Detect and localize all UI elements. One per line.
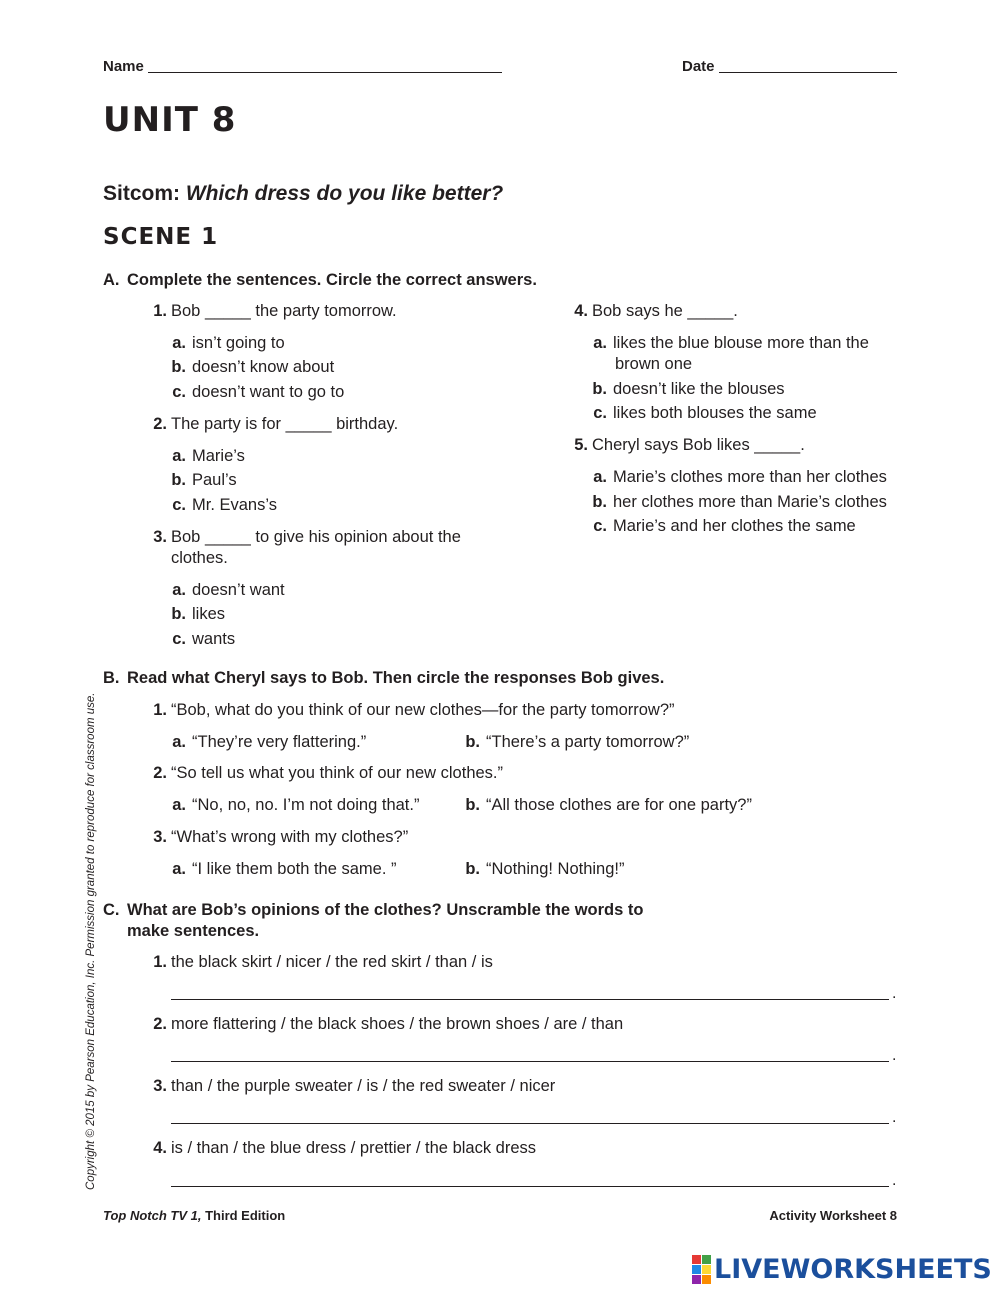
a-q4-option-a[interactable]: a. likes the blue blouse more than the xyxy=(593,334,869,352)
a-question-2: 2. The party is for _____ birthday. xyxy=(153,415,399,433)
sitcom-title: Which dress do you like better? xyxy=(185,182,504,205)
logo-blocks-icon xyxy=(692,1255,711,1284)
a-q5-option-a[interactable]: a. Marie’s clothes more than her clothes xyxy=(593,468,887,486)
footer-edition: Third Edition xyxy=(201,1208,286,1223)
b-question-3: 3. “What’s wrong with my clothes?” xyxy=(153,828,409,846)
a-q2-option-c[interactable]: c. Mr. Evans’s xyxy=(172,496,277,514)
c-item-1: 1. the black skirt / nicer / the red skirt / than / is xyxy=(153,953,493,971)
sitcom-label: Sitcom: xyxy=(103,182,181,205)
c-period-2: . xyxy=(892,1047,897,1064)
a-q4-option-a-line2: brown one xyxy=(615,355,693,373)
b-q1-option-a[interactable]: a. “They’re very flattering.” xyxy=(172,733,367,751)
name-line[interactable] xyxy=(148,72,502,73)
b-question-1: 1. “Bob, what do you think of our new clothes—for the party tomorrow?” xyxy=(153,701,675,719)
a-question-3: 3. Bob _____ to give his opinion about the xyxy=(153,528,461,546)
b-q1-option-b[interactable]: b. “There’s a party tomorrow?” xyxy=(465,733,690,751)
date-line[interactable] xyxy=(719,72,897,73)
section-c-instruction-line2: make sentences. xyxy=(127,922,260,940)
c-item-2: 2. more flattering / the black shoes / the brown shoes / are / than xyxy=(153,1015,624,1033)
section-a-instruction: A. Complete the sentences. Circle the correct answers. xyxy=(103,271,537,289)
a-q1-option-c[interactable]: c. doesn’t want to go to xyxy=(172,383,345,401)
footer-book xyxy=(103,1208,285,1223)
footer-worksheet: Activity Worksheet 8 xyxy=(769,1208,897,1223)
date-label: Date xyxy=(682,58,715,75)
liveworksheets-logo[interactable] xyxy=(692,1254,992,1285)
logo-text: LIVEWORKSHEETS xyxy=(714,1254,992,1285)
a-q5-option-b[interactable]: b. her clothes more than Marie’s clothes xyxy=(592,493,887,511)
c-answer-line-1[interactable] xyxy=(171,999,889,1000)
a-q1-option-b[interactable]: b. doesn’t know about xyxy=(171,358,335,376)
b-question-2: 2. “So tell us what you think of our new clothes.” xyxy=(153,764,503,782)
footer-book-title: Top Notch TV 1, xyxy=(103,1208,202,1223)
a-q3-option-b[interactable]: b. likes xyxy=(171,605,226,623)
a-q2-option-b[interactable]: b. Paul’s xyxy=(171,471,237,489)
b-q2-option-a[interactable]: a. “No, no, no. I’m not doing that.” xyxy=(172,796,420,814)
a-question-4: 4. Bob says he _____. xyxy=(574,302,738,320)
c-item-4: 4. is / than / the blue dress / prettier / the black dress xyxy=(153,1139,537,1157)
a-q4-option-c[interactable]: c. likes both blouses the same xyxy=(593,404,817,422)
c-period-3: . xyxy=(892,1109,897,1126)
a-q3-option-c[interactable]: c. wants xyxy=(172,630,236,648)
copyright-notice: Copyright © 2015 by Pearson Education, Inc. Permission granted to reproduce for classroom use. xyxy=(85,692,97,1190)
a-question-5: 5. Cheryl says Bob likes _____. xyxy=(574,436,805,454)
c-answer-line-2[interactable] xyxy=(171,1061,889,1062)
name-label: Name xyxy=(103,58,144,75)
a-q4-option-b[interactable]: b. doesn’t like the blouses xyxy=(592,380,785,398)
b-q3-option-a[interactable]: a. “I like them both the same. ” xyxy=(172,860,397,878)
a-question-3-line2: clothes. xyxy=(171,549,228,567)
section-b-instruction: B. Read what Cheryl says to Bob. Then circle the responses Bob gives. xyxy=(103,669,665,687)
scene-title: SCENE 1 xyxy=(103,224,219,250)
c-answer-line-4[interactable] xyxy=(171,1186,889,1187)
a-question-1: 1. Bob _____ the party tomorrow. xyxy=(153,302,397,320)
a-q1-option-a[interactable]: a. isn’t going to xyxy=(172,334,285,352)
c-period-4: . xyxy=(892,1172,897,1189)
a-q3-option-a[interactable]: a. doesn’t want xyxy=(172,581,285,599)
b-q2-option-b[interactable]: b. “All those clothes are for one party?” xyxy=(465,796,752,814)
sitcom-heading xyxy=(103,182,503,206)
c-item-3: 3. than / the purple sweater / is / the red sweater / nicer xyxy=(153,1077,556,1095)
unit-title: UNIT 8 xyxy=(103,100,237,140)
a-q5-option-c[interactable]: c. Marie’s and her clothes the same xyxy=(593,517,856,535)
c-answer-line-3[interactable] xyxy=(171,1123,889,1124)
c-period-1: . xyxy=(892,985,897,1002)
section-c-instruction: C. What are Bob’s opinions of the clothes? Unscramble the words to xyxy=(103,901,644,919)
a-q2-option-a[interactable]: a. Marie’s xyxy=(172,447,245,465)
b-q3-option-b[interactable]: b. “Nothing! Nothing!” xyxy=(465,860,625,878)
